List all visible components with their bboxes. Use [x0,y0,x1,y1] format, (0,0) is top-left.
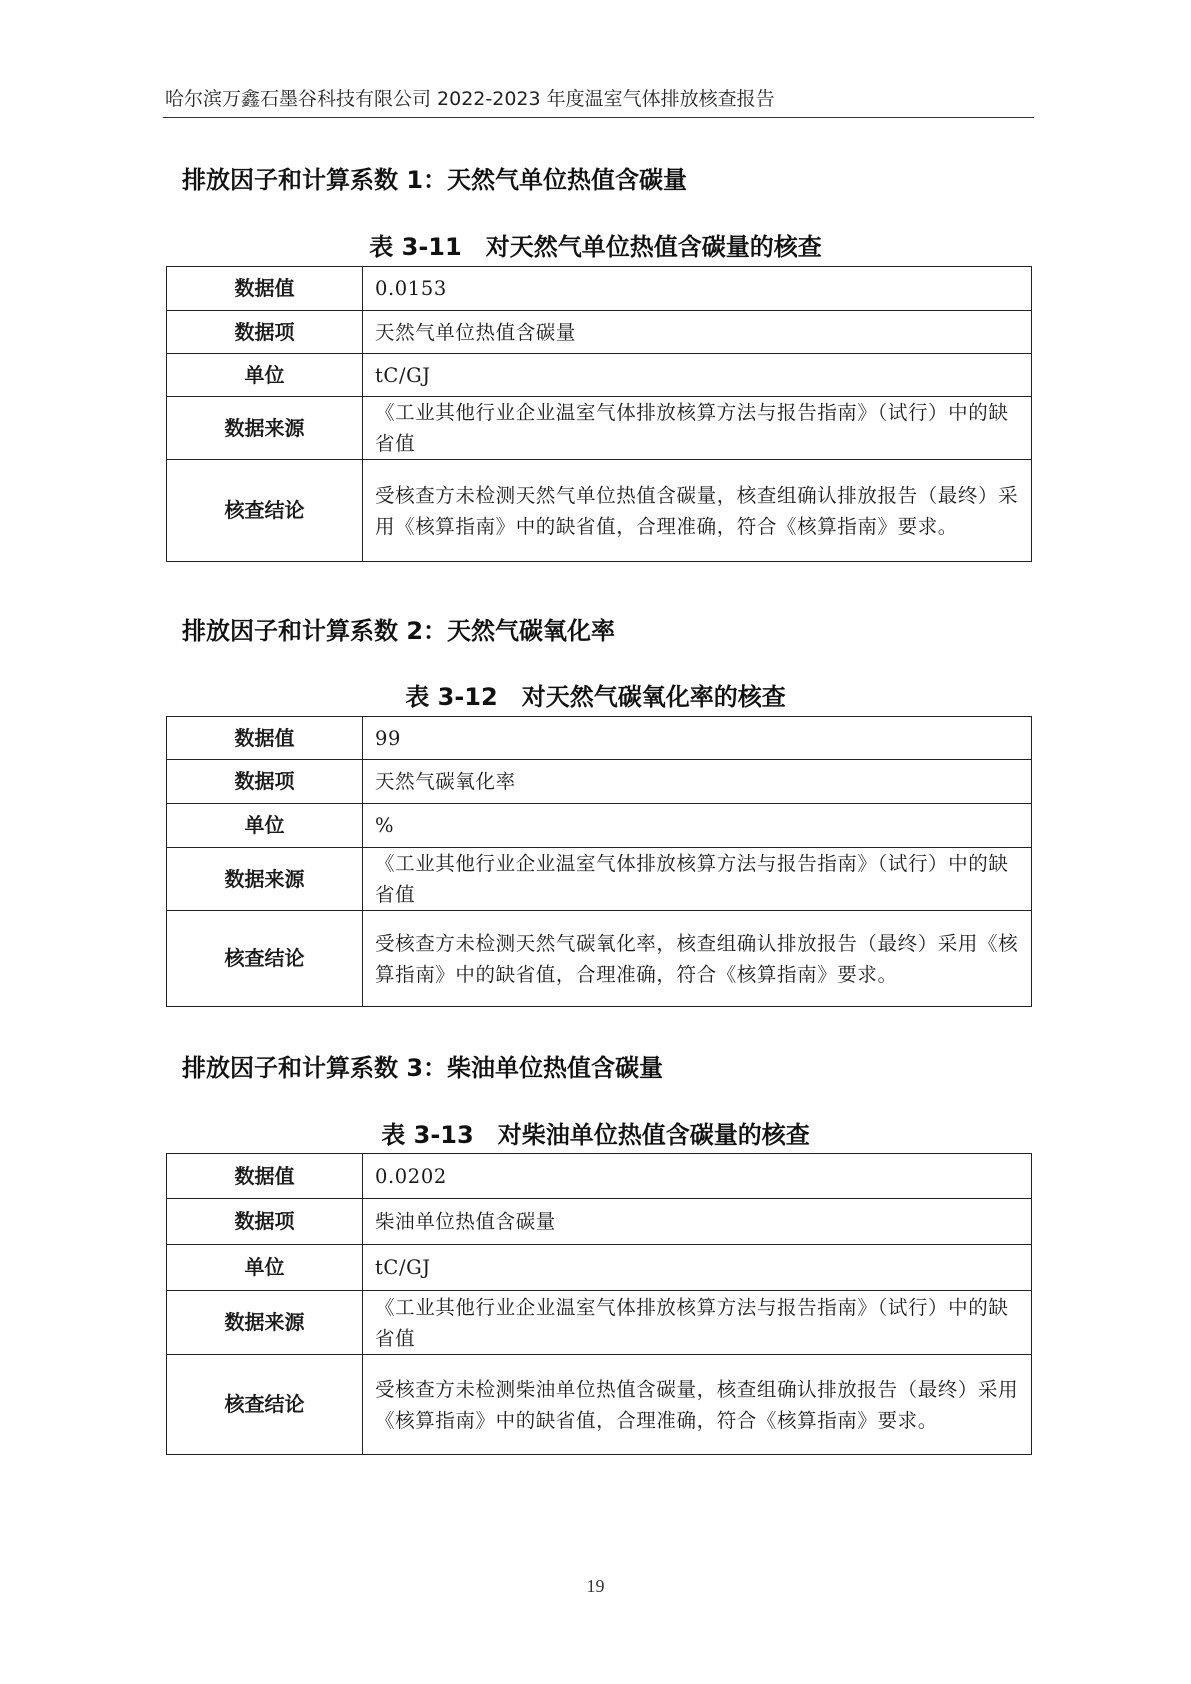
row-label: 单位 [167,804,363,848]
row-value: 99 [363,717,1032,760]
table-row [167,760,1032,804]
table-row [167,1355,1032,1455]
row-label: 数据来源 [167,1291,363,1355]
review-table-3-12 [166,716,1032,1007]
section-heading-2: 排放因子和计算系数 2：天然气碳氧化率 [182,617,616,645]
row-value: % [363,804,1032,848]
table-row [167,1199,1032,1245]
row-value: 柴油单位热值含碳量 [363,1199,1032,1245]
header-divider [163,117,1034,118]
row-label: 单位 [167,354,363,397]
row-value: 0.0153 [363,267,1032,311]
page-number: 19 [586,1576,605,1596]
row-label: 核查结论 [167,460,363,562]
table-row [167,397,1032,460]
row-value: 天然气单位热值含碳量 [363,311,1032,354]
table-row [167,267,1032,311]
running-header: 哈尔滨万鑫石墨谷科技有限公司 2022-2023 年度温室气体排放核查报告 [165,88,775,110]
table-row [167,1154,1032,1199]
table-caption-3-11: 表 3-11 对天然气单位热值含碳量的核查 [369,233,822,261]
table-caption-3-13: 表 3-13 对柴油单位热值含碳量的核查 [381,1121,810,1149]
row-value: 《工业其他行业企业温室气体排放核算方法与报告指南》（试行）中的缺省值 [363,397,1032,460]
row-label: 数据项 [167,760,363,804]
row-label: 数据项 [167,1199,363,1245]
row-label: 数据值 [167,717,363,760]
table-row [167,911,1032,1007]
row-value: tC/GJ [363,1245,1032,1291]
row-label: 单位 [167,1245,363,1291]
table-row [167,804,1032,848]
row-value: tC/GJ [363,354,1032,397]
row-value: 《工业其他行业企业温室气体排放核算方法与报告指南》（试行）中的缺省值 [363,1291,1032,1355]
row-value: 受核查方未检测天然气单位热值含碳量，核查组确认排放报告（最终）采用《核算指南》中的缺省值，合理准确，符合《核算指南》要求。 [363,460,1032,562]
row-value: 天然气碳氧化率 [363,760,1032,804]
table-caption-3-12: 表 3-12 对天然气碳氧化率的核查 [405,683,786,711]
table-row [167,1245,1032,1291]
section-heading-1: 排放因子和计算系数 1：天然气单位热值含碳量 [182,166,688,194]
row-value: 受核查方未检测天然气碳氧化率，核查组确认排放报告（最终）采用《核算指南》中的缺省值，合理准确，符合《核算指南》要求。 [363,911,1032,1007]
row-label: 核查结论 [167,1355,363,1455]
table-row [167,460,1032,562]
review-table-3-11 [166,266,1032,562]
row-label: 数据来源 [167,397,363,460]
table-row [167,1291,1032,1355]
row-label: 数据值 [167,1154,363,1199]
row-label: 数据项 [167,311,363,354]
row-value: 受核查方未检测柴油单位热值含碳量，核查组确认排放报告（最终）采用《核算指南》中的缺省值，合理准确，符合《核算指南》要求。 [363,1355,1032,1455]
row-label: 数据来源 [167,848,363,911]
review-table-3-13 [166,1153,1032,1455]
table-row [167,354,1032,397]
row-label: 数据值 [167,267,363,311]
row-label: 核查结论 [167,911,363,1007]
row-value: 《工业其他行业企业温室气体排放核算方法与报告指南》（试行）中的缺省值 [363,848,1032,911]
row-value: 0.0202 [363,1154,1032,1199]
table-row [167,717,1032,760]
section-heading-3: 排放因子和计算系数 3：柴油单位热值含碳量 [182,1054,664,1082]
table-row [167,311,1032,354]
table-row [167,848,1032,911]
